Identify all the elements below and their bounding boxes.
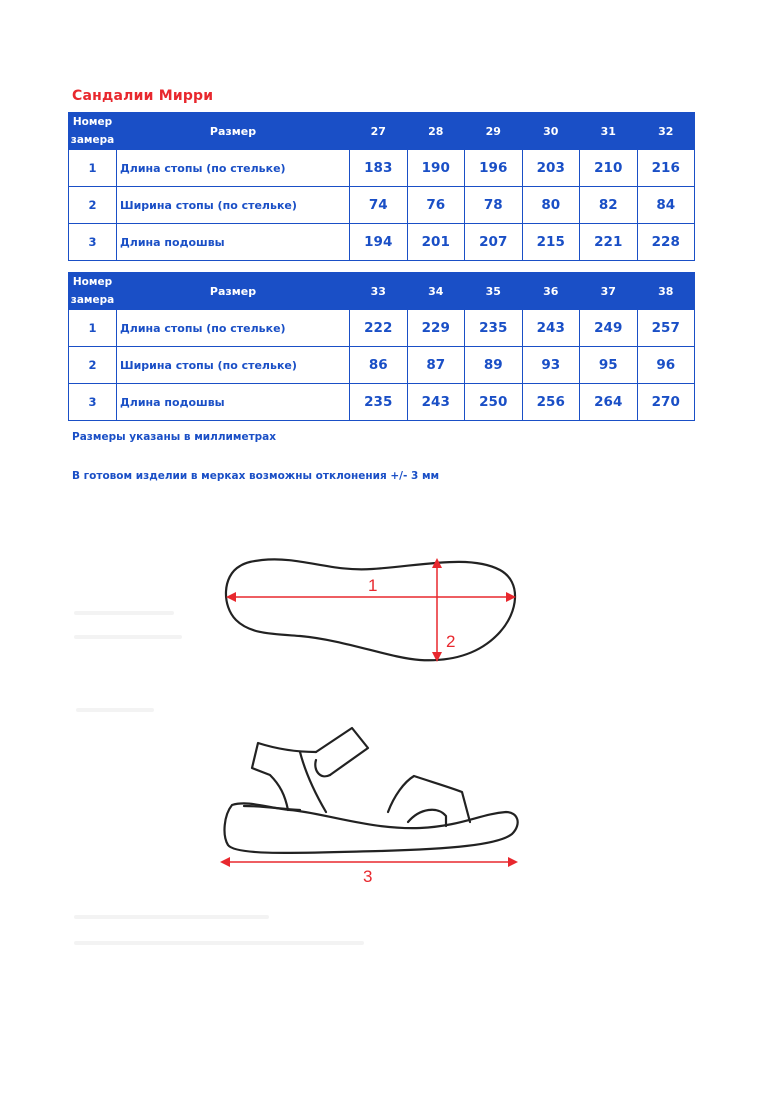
units-note: Размеры указаны в миллиметрах (72, 431, 277, 443)
measure-number: 2 (69, 347, 117, 384)
size-column: 29 (465, 113, 523, 150)
sandal-icon (225, 728, 518, 853)
size-column: 30 (522, 113, 580, 150)
table-cell: 235 (465, 310, 523, 347)
measure-label: Длина стопы (по стельке) (117, 150, 350, 187)
table-cell: 95 (580, 347, 638, 384)
size-column: 38 (637, 273, 695, 310)
size-column: 34 (407, 273, 465, 310)
table-cell: 190 (407, 150, 465, 187)
table-cell: 82 (580, 187, 638, 224)
size-column: 31 (580, 113, 638, 150)
table-cell: 207 (465, 224, 523, 261)
table-cell: 196 (465, 150, 523, 187)
table-cell: 221 (580, 224, 638, 261)
table-cell: 270 (637, 384, 695, 421)
table-cell: 222 (350, 310, 408, 347)
table-cell: 84 (637, 187, 695, 224)
label-1: 1 (368, 576, 378, 595)
label-2: 2 (446, 632, 456, 651)
table-cell: 89 (465, 347, 523, 384)
header-label-line-1: Номер (72, 116, 113, 128)
size-column: 32 (637, 113, 695, 150)
size-column: 33 (350, 273, 408, 310)
table-cell: 243 (407, 384, 465, 421)
table-cell: 256 (522, 384, 580, 421)
measure-number: 3 (69, 384, 117, 421)
measure-label: Ширина стопы (по стельке) (117, 187, 350, 224)
table-cell: 250 (465, 384, 523, 421)
measure-label: Длина стопы (по стельке) (117, 310, 350, 347)
size-column: 36 (522, 273, 580, 310)
table-cell: 229 (407, 310, 465, 347)
product-title: Сандалии Мирри (72, 88, 214, 104)
table-cell: 243 (522, 310, 580, 347)
tolerance-note: В готовом изделии в мерках возможны отклонения +/- 3 мм (72, 470, 440, 482)
table-cell: 93 (522, 347, 580, 384)
measure-number: 1 (69, 310, 117, 347)
table-cell: 210 (580, 150, 638, 187)
measure-label: Ширина стопы (по стельке) (117, 347, 350, 384)
table-cell: 96 (637, 347, 695, 384)
measure-number: 3 (69, 224, 117, 261)
size-header: Размер (117, 273, 350, 310)
table-cell: 249 (580, 310, 638, 347)
table-cell: 183 (350, 150, 408, 187)
size-column: 37 (580, 273, 638, 310)
measure-number: 1 (69, 150, 117, 187)
measure-label: Длина подошвы (117, 384, 350, 421)
table-cell: 86 (350, 347, 408, 384)
table-cell: 74 (350, 187, 408, 224)
size-column: 35 (465, 273, 523, 310)
table-cell: 203 (522, 150, 580, 187)
table-cell: 257 (637, 310, 695, 347)
label-3: 3 (363, 867, 373, 886)
table-cell: 216 (637, 150, 695, 187)
table-cell: 235 (350, 384, 408, 421)
table-cell: 80 (522, 187, 580, 224)
table-cell: 215 (522, 224, 580, 261)
table-cell: 76 (407, 187, 465, 224)
header-label-line-1: Номер (72, 276, 113, 288)
size-header: Размер (117, 113, 350, 150)
table-cell: 87 (407, 347, 465, 384)
header-label-line-2: замера (70, 134, 115, 146)
measure-number: 2 (69, 187, 117, 224)
table-cell: 201 (407, 224, 465, 261)
table-cell: 194 (350, 224, 408, 261)
measure-label: Длина подошвы (117, 224, 350, 261)
size-column: 28 (407, 113, 465, 150)
table-cell: 228 (637, 224, 695, 261)
table-cell: 264 (580, 384, 638, 421)
insole-outline-icon (226, 559, 515, 660)
size-column: 27 (350, 113, 408, 150)
table-cell: 78 (465, 187, 523, 224)
header-label-line-2: замера (70, 294, 115, 306)
